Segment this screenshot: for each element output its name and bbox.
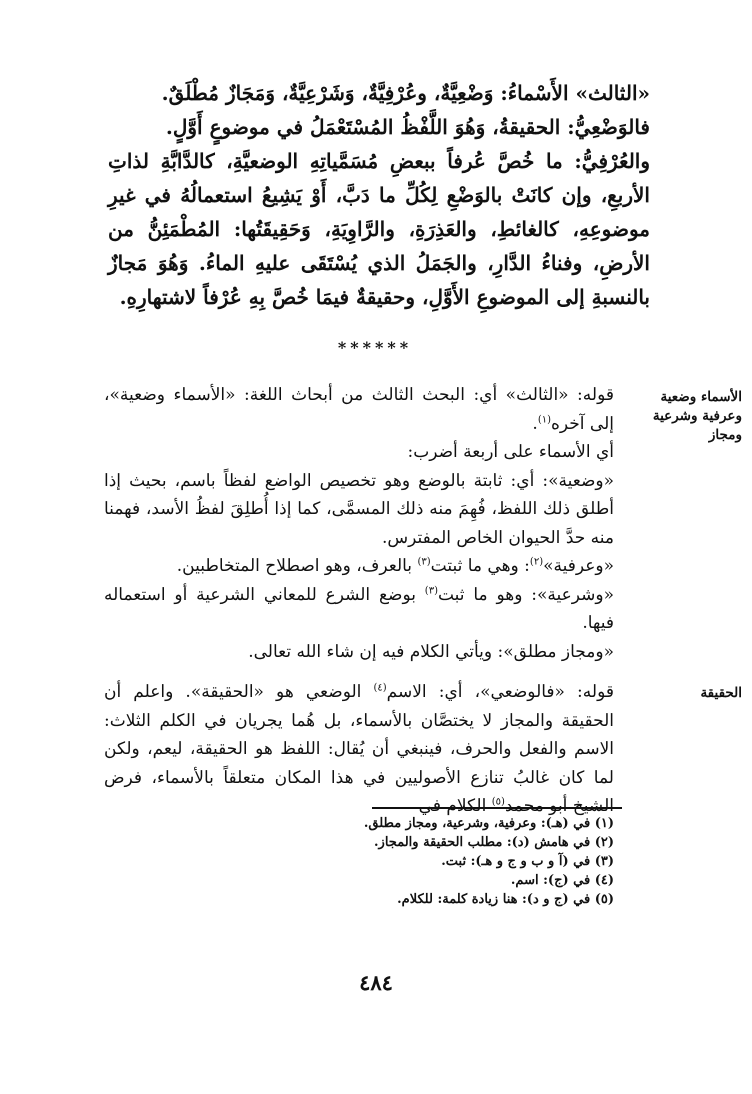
- commentary-paragraph: «وضعية»: أي: ثابتة بالوضع وهو تخصيص الواضع لفظاً باسم، بحيث إذا أطلق ذلك اللفظ، فُهِمَ منه ذلك المسمَّى، كما إذا أُطلِقَ لفظُ الأسد، فهمنا منه حدَّ الحيوان الخاص المفترس.: [104, 470, 614, 548]
- footnote-ref: (٣): [424, 584, 438, 596]
- footnotes-block: [104, 814, 614, 909]
- paragraph-gap: [104, 666, 614, 678]
- commentary-text: بوضع الشرع للمعاني الشرعية أو استعماله فيها.: [104, 584, 614, 633]
- footnote-ref: (٥): [491, 796, 505, 808]
- matn-paragraph: فالوَضْعِيُّ: الحقيقةُ، وَهُوَ اللَّفْظُ المُسْتَعْمَلُ في موضوعٍ أَوَّلٍ.: [165, 115, 650, 139]
- commentary-text: قوله: «الثالث» أي: البحث الثالث من أبحاث اللغة: «الأسماء وضعية»، إلى آخره: [104, 385, 614, 434]
- footnote: (١) في (هـ): وعرفية، وشرعية، ومجاز مطلق.: [363, 816, 614, 831]
- commentary-text: الكلام في: [418, 796, 492, 816]
- margin-note-asma: الأسماء وضعية وعرفية وشرعية ومجاز: [652, 389, 742, 443]
- section-separator: ******: [337, 338, 413, 357]
- commentary-paragraph: أي الأسماء على أربعة أضرب:: [407, 442, 614, 462]
- margin-note-haqiqa: الحقيقة: [700, 685, 742, 701]
- footnote-ref: (٤): [373, 682, 387, 694]
- commentary-text: «وعرفية»: [543, 556, 614, 576]
- commentary-block: [104, 381, 614, 821]
- commentary-text: «وشرعية»: وهو ما ثبت: [437, 584, 614, 605]
- matn-paragraph: «الثالث» الأَسْماءُ: وَضْعِيَّةٌ، وعُرْفِيَّةٌ، وَشَرْعِيَّةٌ، وَمَجَازٌ مُطْلَقٌ.: [161, 81, 650, 105]
- commentary-paragraph: [104, 678, 614, 821]
- footnote: (٢) في هامش (د): مطلب الحقيقة والمجاز.: [374, 835, 614, 850]
- commentary-paragraph: [104, 381, 614, 438]
- footnote: (٥) في (ج و د): هنا زيادة كلمة: للكلام.: [397, 892, 614, 907]
- commentary-text: بالعرف، وهو اصطلاح المتخاطبين.: [176, 556, 418, 576]
- footnote-ref: (٢): [529, 556, 544, 568]
- page-number: ٤٨٤: [359, 970, 393, 995]
- commentary-text: .: [532, 413, 538, 434]
- footnote-divider: [372, 807, 622, 809]
- footnote-ref: (٣): [417, 556, 431, 568]
- matn-paragraph: والعُرْفِيُّ: ما خُصَّ عُرفاً ببعضِ مُسَمَّياتِهِ الوضعيَّةِ، كالدَّابَّةِ لذاتِ الأربعِ، وإن كانَتْ بالوَضْعِ لِكُلِّ ما دَبَّ، أَوْ يَشِيعُ استعمالُهُ في غيرِ موضوعِهِ، كالغائطِ، والعَذِرَةِ، والرَّاوِيَةِ، وَحَقِيقَتُها: المُطْمَئِنُّ من الأرضِ، وفناءُ الدَّارِ، والجَمَلُ الذي يُسْتَقَى عليهِ الماءُ. وَهُوَ مَجازٌ بالنسبةِ إلى الموضوعِ الأَوَّلِ، وحقيقةٌ فيمَا خُصَّ بِهِ عُرْفاً لاشتهارِهِ.: [108, 149, 650, 309]
- commentary-text: الوضعي هو «الحقيقة». واعلم أن الحقيقة والمجاز لا يختصَّان بالأسماء، بل هُما يجريان في الكلم الثلاث: الاسم والفعل والحرف، فينبغي أن يُقال: اللفظ هو الحقيقة، ليعم، ولكن لما كان غالبُ تنازع الأصوليين في هذا المكان متعلقاً بالأسماء، فرض الشيخ أبو محمد: [104, 682, 614, 816]
- commentary-text: قوله: «فالوضعي»، أي: الاسم: [386, 682, 614, 702]
- commentary-paragraph: [104, 552, 614, 581]
- commentary-paragraph: «ومجاز مطلق»: ويأتي الكلام فيه إن شاء الله تعالى.: [248, 641, 614, 662]
- commentary-paragraph: [104, 581, 614, 638]
- main-text-block: [108, 76, 650, 314]
- footnote-ref: (١): [537, 413, 551, 425]
- footnote: (٣) في (آ و ب و ج و هـ): ثبت.: [441, 854, 614, 869]
- footnote: (٤) في (ج): اسم.: [510, 873, 614, 888]
- commentary-text: : وهي ما ثبتت: [430, 556, 530, 576]
